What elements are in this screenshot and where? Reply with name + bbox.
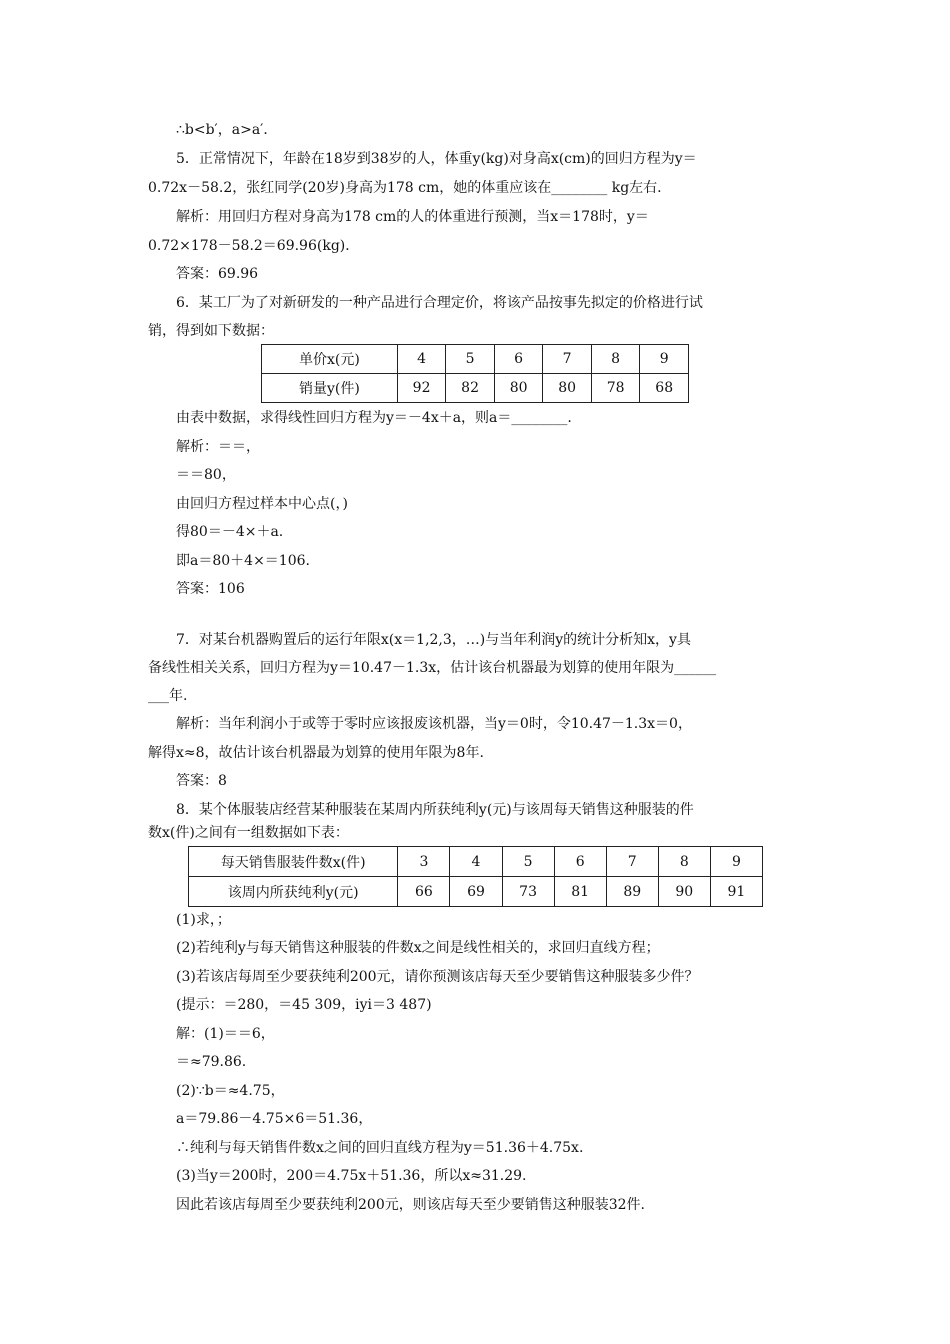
text-line: 0.72×178－58.2＝69.96(kg)． [148,238,360,254]
text-line: 数x(件)之间有一组数据如下表： [148,825,349,841]
text-line: ∴b<b′，a>a′． [176,122,278,138]
table-cell: 7 [606,847,658,877]
answer-label: 答案：8 [176,773,227,789]
table-row [189,877,763,907]
solution-label: 解析：用回归方程对身高为178 cm的人的体重进行预测，当x＝178时，y＝ [176,209,649,225]
table-cell: 69 [450,877,502,907]
text-line: 因此若该店每周至少要获纯利200元，则该店每天至少要销售这种服装32件. [176,1197,645,1213]
table-row [189,847,763,877]
table-cell: 3 [398,847,450,877]
row-header: 销量y(件) [262,374,398,403]
table-cell: 80 [543,374,592,403]
text-line: (3)当y＝200时，200＝4.75x＋51.36，所以x≈31.29. [176,1168,527,1184]
text-line: ___年. [148,688,188,704]
solution-label: 解：(1)＝＝6， [176,1026,275,1042]
text-line: 0.72x－58.2，张红同学(20岁)身高为178 cm，她的体重应该在________ kg左右. [148,180,662,196]
problem-8: 8．某个体服装店经营某种服装在某周内所获纯利y(元)与该周每天销售这种服装的件 [176,802,694,818]
table-cell: 82 [446,374,495,403]
text-line: 由回归方程过样本中心点(，) [176,496,348,512]
text-line: (3)若该店每周至少要获纯利200元，请你预测该店每天至少要销售这种服装多少件？ [176,969,699,985]
table-cell: 68 [640,374,689,403]
text-line: 备线性相关关系，回归方程为y＝10.47－1.3x，估计该台机器最为划算的使用年限为______ [148,660,717,676]
table-cell: 92 [397,374,446,403]
table-cell: 4 [450,847,502,877]
table-cell: 6 [554,847,606,877]
text-line: ＝＝80， [176,467,236,483]
table-cell: 4 [397,345,446,374]
table-cell: 80 [494,374,543,403]
text-line: 即a＝80＋4×＝106. [176,553,310,569]
table-cell: 66 [398,877,450,907]
problem-5: 5．正常情况下，年龄在18岁到38岁的人，体重y(kg)对身高x(cm)的回归方程为y＝ [176,151,697,167]
row-header: 该周内所获纯利y(元) [189,877,398,907]
text-line: (2)若纯利y与每天销售这种服装的件数x之间是线性相关的，求回归直线方程； [176,940,660,956]
text-line: (1)求，； [176,912,231,928]
row-header: 单价x(元) [262,345,398,374]
table-cell: 91 [710,877,762,907]
table-cell: 7 [543,345,592,374]
table-row [262,345,689,374]
table-cell: 78 [591,374,640,403]
text-line: ＝≈79.86. [176,1054,247,1070]
table-cell: 81 [554,877,606,907]
solution-label: 解析：当年利润小于或等于零时应该报废该机器，当y＝0时，令10.47－1.3x＝0， [176,716,692,732]
text-line: a＝79.86－4.75×6＝51.36， [176,1111,373,1127]
table-cell: 6 [494,345,543,374]
table-cell: 8 [591,345,640,374]
problem-6: 6．某工厂为了对新研发的一种产品进行合理定价，将该产品按事先拟定的价格进行试 [176,295,703,311]
table-row [262,374,689,403]
answer-label: 答案：69.96 [176,266,259,282]
table-cell: 89 [606,877,658,907]
hint-line: (提示：＝280，＝45 309，iyi＝3 487) [176,997,432,1013]
table-cell: 9 [710,847,762,877]
table-cell: 73 [502,877,554,907]
text-line: ∴纯利与每天销售件数x之间的回归直线方程为y＝51.36＋4.75x. [176,1140,584,1156]
answer-label: 答案：106 [176,581,245,597]
text-line: 销，得到如下数据： [148,323,274,339]
sales-profit-table [188,846,763,907]
problem-7: 7．对某台机器购置后的运行年限x(x＝1,2,3，…)与当年利润y的统计分析知x，y具 [176,632,691,648]
table-cell: 9 [640,345,689,374]
row-header: 每天销售服装件数x(件) [189,847,398,877]
price-sales-table [261,344,689,403]
text-line: (2)∵b＝≈4.75， [176,1083,285,1099]
table-cell: 8 [658,847,710,877]
text-line: 解得x≈8，故估计该台机器最为划算的使用年限为8年. [148,745,484,761]
table-cell: 5 [446,345,495,374]
text-line: 由表中数据，求得线性回归方程为y＝－4x＋a，则a＝________. [176,410,572,426]
table-cell: 90 [658,877,710,907]
text-line: 得80＝－4×＋a. [176,524,284,540]
solution-label: 解析：＝＝， [176,439,260,455]
table-cell: 5 [502,847,554,877]
